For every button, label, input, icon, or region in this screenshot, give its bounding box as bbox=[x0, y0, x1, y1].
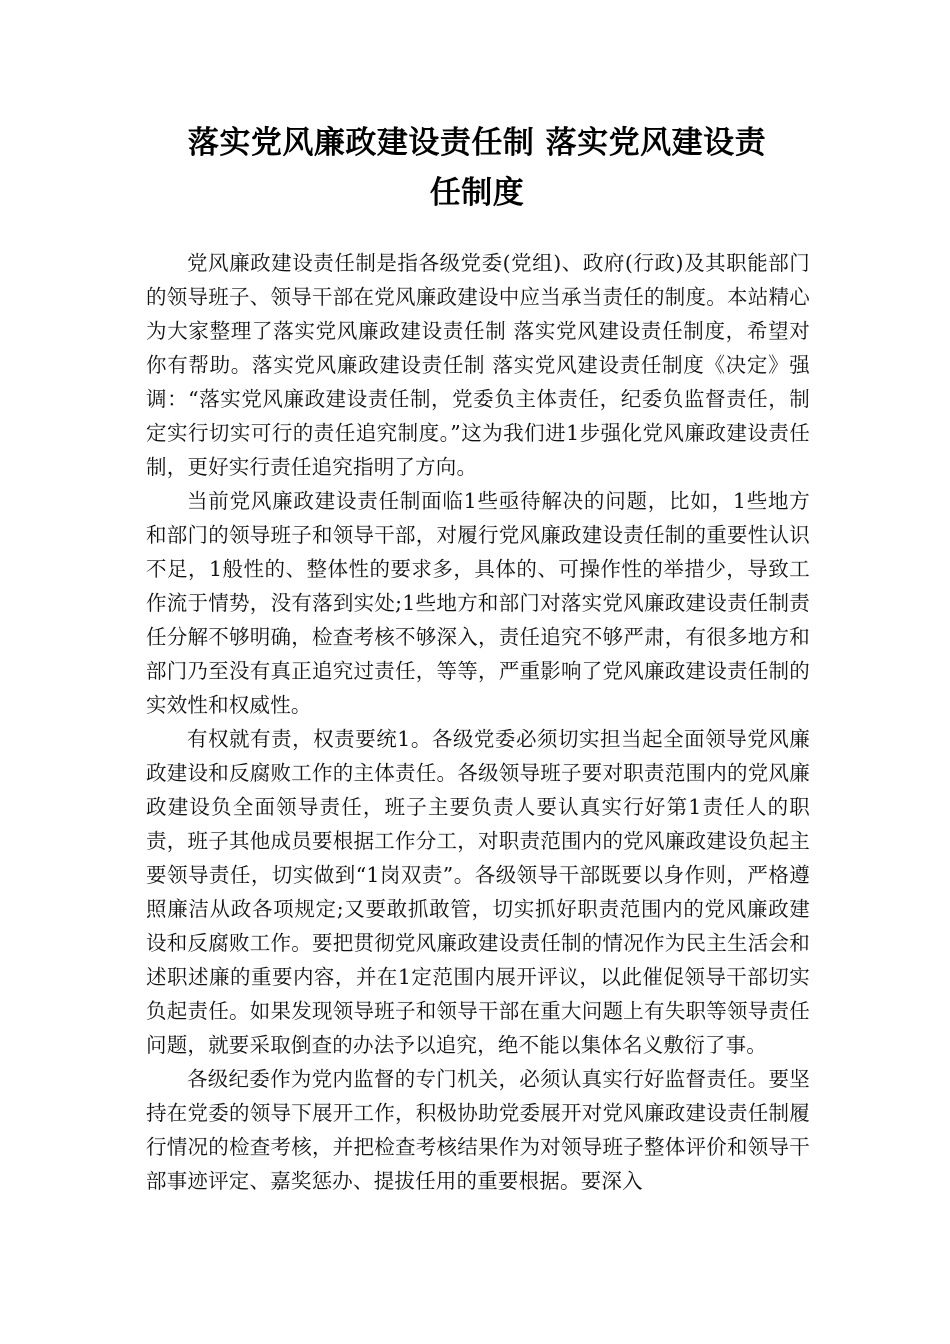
paragraph-2: 当前党风廉政建设责任制面临1些亟待解决的问题，比如，1些地方和部门的领导班子和领导干部，对履行党风廉政建设责任制的重要性认识不足，1般性的、整体性的要求多，具体的、可操作性的举措少，导致工作流于情势，没有落到实处;1些地方和部门对落实党风廉政建设责任制责任分解不够明确，检查考核不够深入，责任追究不够严肃，有很多地方和部门乃至没有真正追究过责任，等等，严重影响了党风廉政建设责任制的实效性和权威性。 bbox=[146, 489, 810, 717]
document-title bbox=[150, 118, 804, 218]
title-line-1: 落实党风廉政建设责任制 落实党风建设责 bbox=[187, 125, 767, 161]
paragraph-1: 党风廉政建设责任制是指各级党委(党组)、政府(行政)及其职能部门的领导班子、领导干部在党风廉政建设中应当承当责任的制度。本站精心为大家整理了落实党风廉政建设责任制 落实党风建设责任制度，希望对你有帮助。落实党风廉政建设责任制 落实党风建设责任制度《决定》强调：“落实党风廉政建设责任制，党委负主体责任，纪委负监督责任，制定实行切实可行的责任追究制度。”这为我们进1步强化党风廉政建设责任制，更好实行责任追究指明了方向。 bbox=[146, 251, 810, 479]
title-line-2: 任制度 bbox=[429, 175, 525, 211]
paragraph-3: 有权就有责，权责要统1。各级党委必须切实担当起全面领导党风廉政建设和反腐败工作的主体责任。各级领导班子要对职责范围内的党风廉政建设负全面领导责任，班子主要负责人要认真实行好第1责任人的职责，班子其他成员要根据工作分工，对职责范围内的党风廉政建设负起主要领导责任，切实做到“1岗双责”。各级领导干部既要以身作则，严格遵照廉洁从政各项规定;又要敢抓敢管，切实抓好职责范围内的党风廉政建设和反腐败工作。要把贯彻党风廉政建设责任制的情况作为民主生活会和述职述廉的重要内容，并在1定范围内展开评议，以此催促领导干部切实负起责任。如果发现领导班子和领导干部在重大问题上有失职等领导责任问题，就要采取倒查的办法予以追究，绝不能以集体名义敷衍了事。 bbox=[146, 727, 810, 1057]
paragraph-4: 各级纪委作为党内监督的专门机关，必须认真实行好监督责任。要坚持在党委的领导下展开工作，积极协助党委展开对党风廉政建设责任制履行情况的检查考核，并把检查考核结果作为对领导班子整体评价和领导干部事迹评定、嘉奖惩办、提拔任用的重要根据。要深入 bbox=[146, 1067, 810, 1193]
document-body bbox=[146, 246, 810, 1198]
